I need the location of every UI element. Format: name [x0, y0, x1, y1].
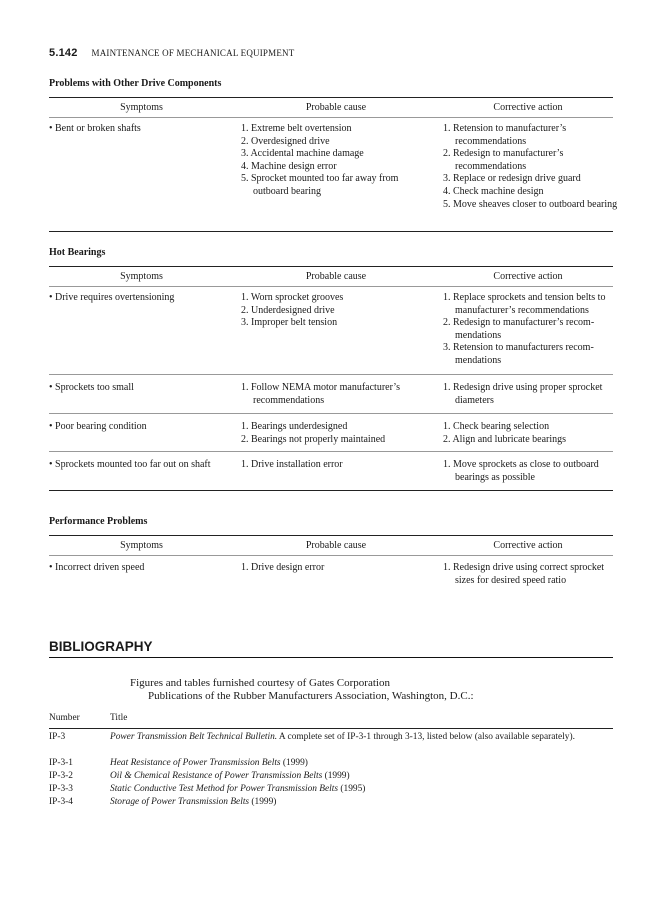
bib-title-italic: Storage of Power Transmission Belts [110, 797, 250, 807]
bib-title-italic: Heat Resistance of Power Transmission Belts [110, 758, 281, 768]
list-item: 2. Redesign to manufacturer’s recom-mendations [443, 317, 595, 341]
list-item: 1. Drive installation error [241, 459, 343, 470]
bibliography-list [0, 731, 662, 811]
list-item: 1. Check bearing selection [443, 421, 550, 432]
action-list [443, 459, 618, 484]
bib-title-italic: Static Conductive Test Method for Power Transmission Belts [110, 784, 339, 794]
cause-list [241, 292, 431, 330]
header-rule [49, 286, 613, 287]
list-item: 5. Move sheaves closer to outboard bearing [443, 198, 618, 210]
bib-title [110, 783, 610, 796]
list-item: 3. Replace or redesign drive guard [443, 173, 581, 185]
list-item: 2. Underdesigned drive [241, 304, 335, 316]
bib-title [110, 757, 610, 770]
bib-title-italic: Power Transmission Belt Technical Bulletin. [110, 732, 278, 742]
list-item: 1. Extreme belt overtension [241, 123, 352, 134]
col-header-action: Corrective action [493, 271, 563, 282]
list-item: 1. Redesign drive using proper sprocket diameters [443, 382, 603, 406]
symptom-cell: • Bent or broken shafts [49, 123, 141, 134]
table-top-rule [49, 266, 613, 267]
col-header-symptoms: Symptoms [120, 540, 163, 551]
symptom-cell: • Sprockets mounted too far out on shaft [49, 459, 211, 470]
list-item: 2. Redesign to manufacturer’s recommendations [443, 148, 564, 172]
bib-title-rest: (1999) [322, 771, 350, 781]
bib-title [110, 731, 610, 744]
action-list [443, 562, 618, 587]
bib-header-rule [49, 728, 613, 729]
row-rule [49, 413, 613, 414]
bib-title [110, 770, 610, 783]
list-item: 3. Retension to manufacturers recom-mendations [443, 342, 594, 366]
list-item: 4. Check machine design [443, 185, 544, 197]
col-header-symptoms: Symptoms [120, 102, 163, 113]
action-list [443, 421, 618, 446]
bib-number: IP-3-2 [49, 771, 73, 781]
action-list [443, 123, 618, 211]
table-bottom-rule [49, 231, 613, 232]
bib-title-rest: A complete set of IP-3-1 through 3-13, listed below (also available separately). [277, 732, 575, 742]
col-header-cause: Probable cause [305, 271, 367, 282]
cause-list [241, 382, 431, 407]
list-item: 1. Follow NEMA motor manufacturer’s recommendations [241, 382, 400, 406]
list-item: 1. Replace sprockets and tension belts to manufacturer’s recommendations [443, 292, 606, 316]
table-bottom-rule [49, 490, 613, 491]
section-title-other-drive: Problems with Other Drive Components [49, 78, 222, 89]
bib-number: IP-3 [49, 732, 66, 742]
symptom-cell: • Sprockets too small [49, 382, 134, 393]
col-header-cause: Probable cause [305, 102, 367, 113]
section-title-performance: Performance Problems [49, 516, 148, 527]
bib-col-number: Number [49, 713, 80, 723]
list-item: 1. Worn sprocket grooves [241, 292, 344, 303]
page-number: 5.142 [49, 47, 78, 59]
cause-list [241, 562, 431, 575]
bib-number: IP-3-3 [49, 784, 73, 794]
bib-title-rest: (1995) [338, 784, 366, 794]
list-item: 1. Redesign drive using correct sprocket sizes for desired speed ratio [443, 562, 605, 586]
cause-list [241, 421, 431, 446]
row-rule [49, 374, 613, 375]
action-list [443, 382, 618, 407]
running-head [49, 47, 294, 59]
bibliography-rule [49, 657, 613, 658]
publisher-line: Publications of the Rubber Manufacturers Association, Washington, D.C.: [148, 690, 474, 702]
list-item: 5. Sprocket mounted too far away from outboard bearing [241, 173, 399, 197]
list-item: 2. Overdesigned drive [241, 135, 330, 147]
bib-number: IP-3-1 [49, 758, 73, 768]
symptom-cell: • Poor bearing condition [49, 421, 147, 432]
table-top-rule [49, 535, 613, 536]
col-header-action: Corrective action [493, 102, 563, 113]
section-title-hot-bearings: Hot Bearings [49, 247, 106, 258]
list-item: 2. Bearings not properly maintained [241, 433, 386, 445]
col-header-action: Corrective action [493, 540, 563, 551]
running-head-title: MAINTENANCE OF MECHANICAL EQUIPMENT [91, 48, 295, 58]
list-item: 2. Align and lubricate bearings [443, 433, 567, 445]
table-top-rule [49, 97, 613, 98]
list-item: 3. Accidental machine damage [241, 148, 364, 160]
list-item: 4. Machine design error [241, 160, 337, 172]
cause-list [241, 459, 431, 472]
bib-title [110, 796, 610, 809]
cause-list [241, 123, 431, 199]
bib-number: IP-3-4 [49, 797, 73, 807]
bib-col-title: Title [110, 713, 128, 723]
symptom-cell: • Drive requires overtensioning [49, 292, 175, 303]
list-item: 1. Retension to manufacturer’s recommendations [443, 123, 567, 147]
col-header-symptoms: Symptoms [120, 271, 163, 282]
col-header-cause: Probable cause [305, 540, 367, 551]
list-item: 3. Improper belt tension [241, 317, 338, 329]
list-item: 1. Drive design error [241, 562, 325, 573]
header-rule [49, 555, 613, 556]
list-item: 1. Bearings underdesigned [241, 421, 348, 432]
bibliography-heading: BIBLIOGRAPHY [49, 639, 153, 654]
bib-title-italic: Oil & Chemical Resistance of Power Transmission Belts [110, 771, 323, 781]
header-rule [49, 117, 613, 118]
list-item: 1. Move sprockets as close to outboard bearings as possible [443, 459, 599, 483]
symptom-cell: • Incorrect driven speed [49, 562, 145, 573]
bib-title-rest: (1999) [280, 758, 308, 768]
row-rule [49, 451, 613, 452]
action-list [443, 292, 618, 368]
bib-title-rest: (1999) [249, 797, 277, 807]
courtesy-line: Figures and tables furnished courtesy of Gates Corporation [130, 677, 390, 689]
